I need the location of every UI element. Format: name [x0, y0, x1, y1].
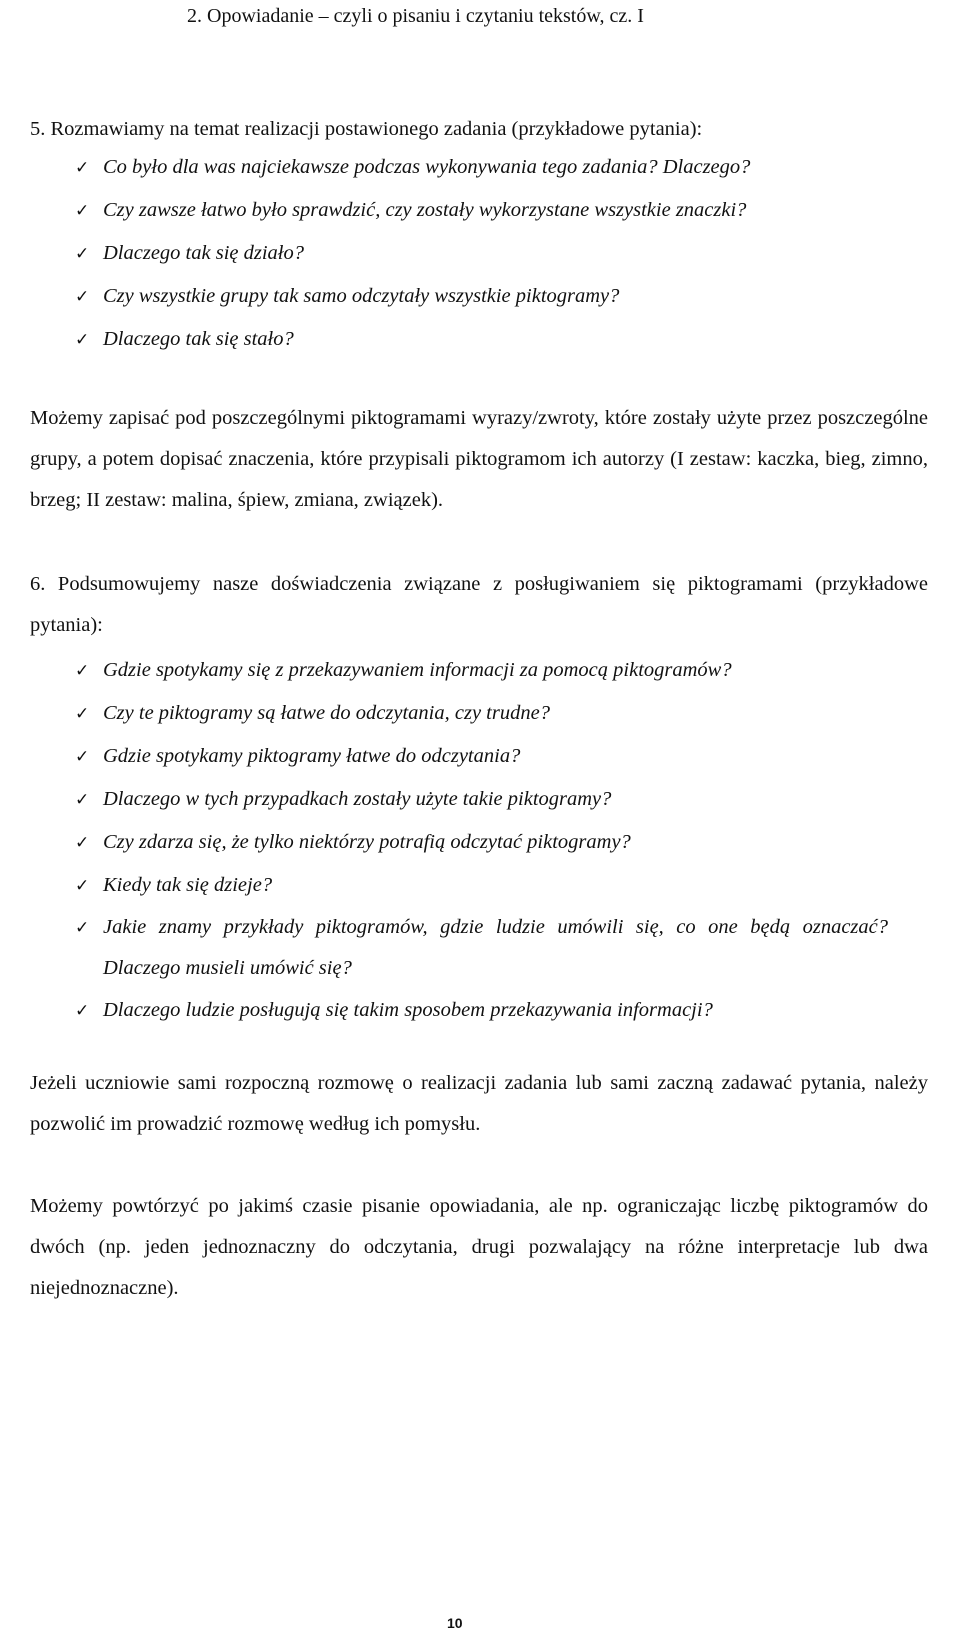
section-5-heading: 5. Rozmawiamy na temat realizacji postawionego zadania (przykładowe pytania):: [30, 118, 703, 140]
checkmark-icon: ✓: [75, 244, 90, 264]
question-item: [75, 864, 888, 907]
question-text: Czy zawsze łatwo było sprawdzić, czy zostały wykorzystane wszystkie znaczki?: [103, 199, 747, 221]
closing-paragraph-2: Możemy powtórzyć po jakimś czasie pisanie opowiadania, ale np. ograniczając liczbę piktogramów do dwóch (np. jeden jednoznaczny do odczytania, drugi pozwalający na różne interpretacje lub dwa niejednoznaczne).: [30, 1195, 928, 1299]
question-text: Co było dla was najciekawsze podczas wykonywania tego zadania? Dlaczego?: [103, 156, 751, 178]
question-text: Dlaczego ludzie posługują się takim sposobem przekazywania informacji?: [103, 999, 713, 1021]
checkmark-icon: ✓: [75, 201, 90, 221]
question-text: Czy wszystkie grupy tak samo odczytały wszystkie piktogramy?: [103, 285, 620, 307]
question-item: [75, 735, 888, 778]
question-item: [75, 232, 750, 275]
checkmark-icon: ✓: [75, 287, 90, 307]
checkmark-icon: ✓: [75, 661, 90, 681]
page-number: 10: [447, 1615, 463, 1631]
question-item: [75, 146, 750, 189]
question-text: Jakie znamy przykłady piktogramów, gdzie ludzie umówili się, co one będą oznaczać? Dlaczego musieli umówić się?: [103, 916, 888, 979]
checkmark-icon: ✓: [75, 747, 90, 767]
question-item: [75, 821, 888, 864]
section-6-question-list: [75, 649, 888, 1032]
checkmark-icon: ✓: [75, 330, 90, 350]
checkmark-icon: ✓: [75, 918, 90, 938]
question-item: [75, 778, 888, 821]
section-5-paragraph: Możemy zapisać pod poszczególnymi piktogramami wyrazy/zwroty, które zostały użyte przez poszczególne grupy, a potem dopisać znaczenia, które przypisali piktogramom ich autorzy (I zestaw: kaczka, bieg, zimno, brzeg; II zestaw: malina, śpiew, zmiana, związek).: [30, 407, 928, 511]
question-item: [75, 318, 750, 361]
page-header: 2. Opowiadanie – czyli o pisaniu i czytaniu tekstów, cz. I: [187, 5, 644, 27]
closing-paragraph-1: Jeżeli uczniowie sami rozpoczną rozmowę o realizacji zadania lub sami zaczną zadawać pytania, należy pozwolić im prowadzić rozmowę według ich pomysłu.: [30, 1072, 928, 1135]
question-item: [75, 907, 888, 989]
question-text: Dlaczego tak się stało?: [103, 328, 294, 350]
question-text: Gdzie spotykamy się z przekazywaniem informacji za pomocą piktogramów?: [103, 659, 732, 681]
question-text: Kiedy tak się dzieje?: [103, 874, 273, 896]
question-item: [75, 189, 750, 232]
question-text: Dlaczego tak się działo?: [103, 242, 304, 264]
checkmark-icon: ✓: [75, 790, 90, 810]
question-item: [75, 692, 888, 735]
section-6-heading: 6. Podsumowujemy nasze doświadczenia związane z posługiwaniem się piktogramami (przykładowe pytania):: [30, 573, 928, 636]
checkmark-icon: ✓: [75, 833, 90, 853]
checkmark-icon: ✓: [75, 704, 90, 724]
question-item: [75, 275, 750, 318]
section-5-question-list: [75, 146, 750, 361]
question-item: [75, 649, 888, 692]
question-text: Czy zdarza się, że tylko niektórzy potrafią odczytać piktogramy?: [103, 831, 631, 853]
checkmark-icon: ✓: [75, 876, 90, 896]
checkmark-icon: ✓: [75, 1001, 90, 1021]
question-text: Czy te piktogramy są łatwe do odczytania, czy trudne?: [103, 702, 550, 724]
question-text: Dlaczego w tych przypadkach zostały użyte takie piktogramy?: [103, 788, 612, 810]
question-item: [75, 989, 888, 1032]
question-text: Gdzie spotykamy piktogramy łatwe do odczytania?: [103, 745, 521, 767]
checkmark-icon: ✓: [75, 158, 90, 178]
